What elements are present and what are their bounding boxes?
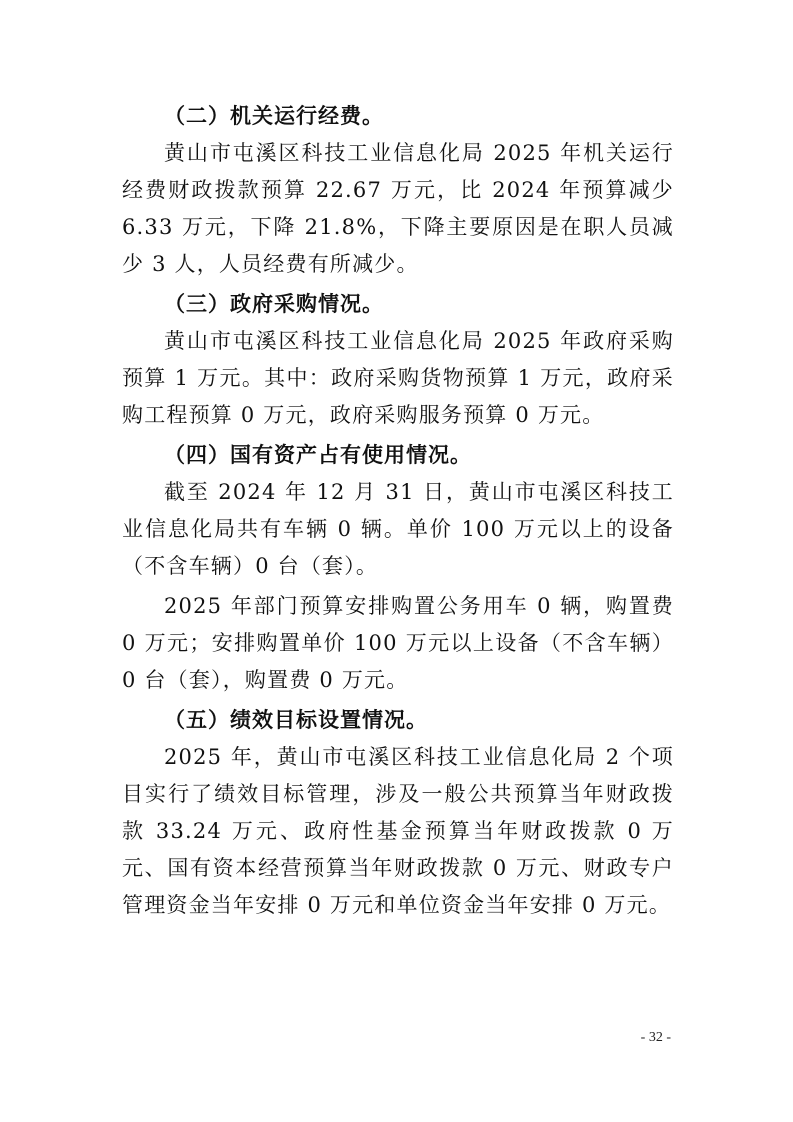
page-number: - 32 -	[640, 1030, 671, 1045]
section-heading-operating-expenses: （二）机关运行经费。	[164, 104, 384, 128]
paragraph-performance-targets: 2025 年，黄山市屯溪区科技工业信息化局 2 个项目实行了绩效目标管理，涉及一般公共预算当年财政拨款 33.24 万元、政府性基金预算当年财政拨款 0 万元、国有资本经营预算当年财政拨款 0 万元、财政专户管理资金当年安排 0 万元和单位资金当年安排 0 万元。	[122, 745, 674, 917]
section-heading-performance-targets: （五）绩效目标设置情况。	[164, 708, 428, 732]
paragraph-government-procurement: 黄山市屯溪区科技工业信息化局 2025 年政府采购预算 1 万元。其中：政府采购货物预算 1 万元，政府采购工程预算 0 万元，政府采购服务预算 0 万元。	[122, 329, 674, 427]
paragraph-state-assets-vehicles: 截至 2024 年 12 月 31 日，黄山市屯溪区科技工业信息化局共有车辆 0 辆。单价 100 万元以上的设备（不含车辆）0 台（套）。	[122, 480, 674, 578]
document-body	[122, 98, 674, 924]
section-heading-government-procurement: （三）政府采购情况。	[164, 292, 384, 316]
paragraph-state-assets-purchase: 2025 年部门预算安排购置公务用车 0 辆，购置费 0 万元；安排购置单价 100 万元以上设备（不含车辆）0 台（套），购置费 0 万元。	[122, 594, 674, 692]
section-heading-state-assets: （四）国有资产占有使用情况。	[164, 443, 472, 467]
paragraph-operating-expenses: 黄山市屯溪区科技工业信息化局 2025 年机关运行经费财政拨款预算 22.67 万元，比 2024 年预算减少 6.33 万元，下降 21.8%，下降主要原因是在职人员减少 3 人，人员经费有所减少。	[122, 141, 674, 276]
